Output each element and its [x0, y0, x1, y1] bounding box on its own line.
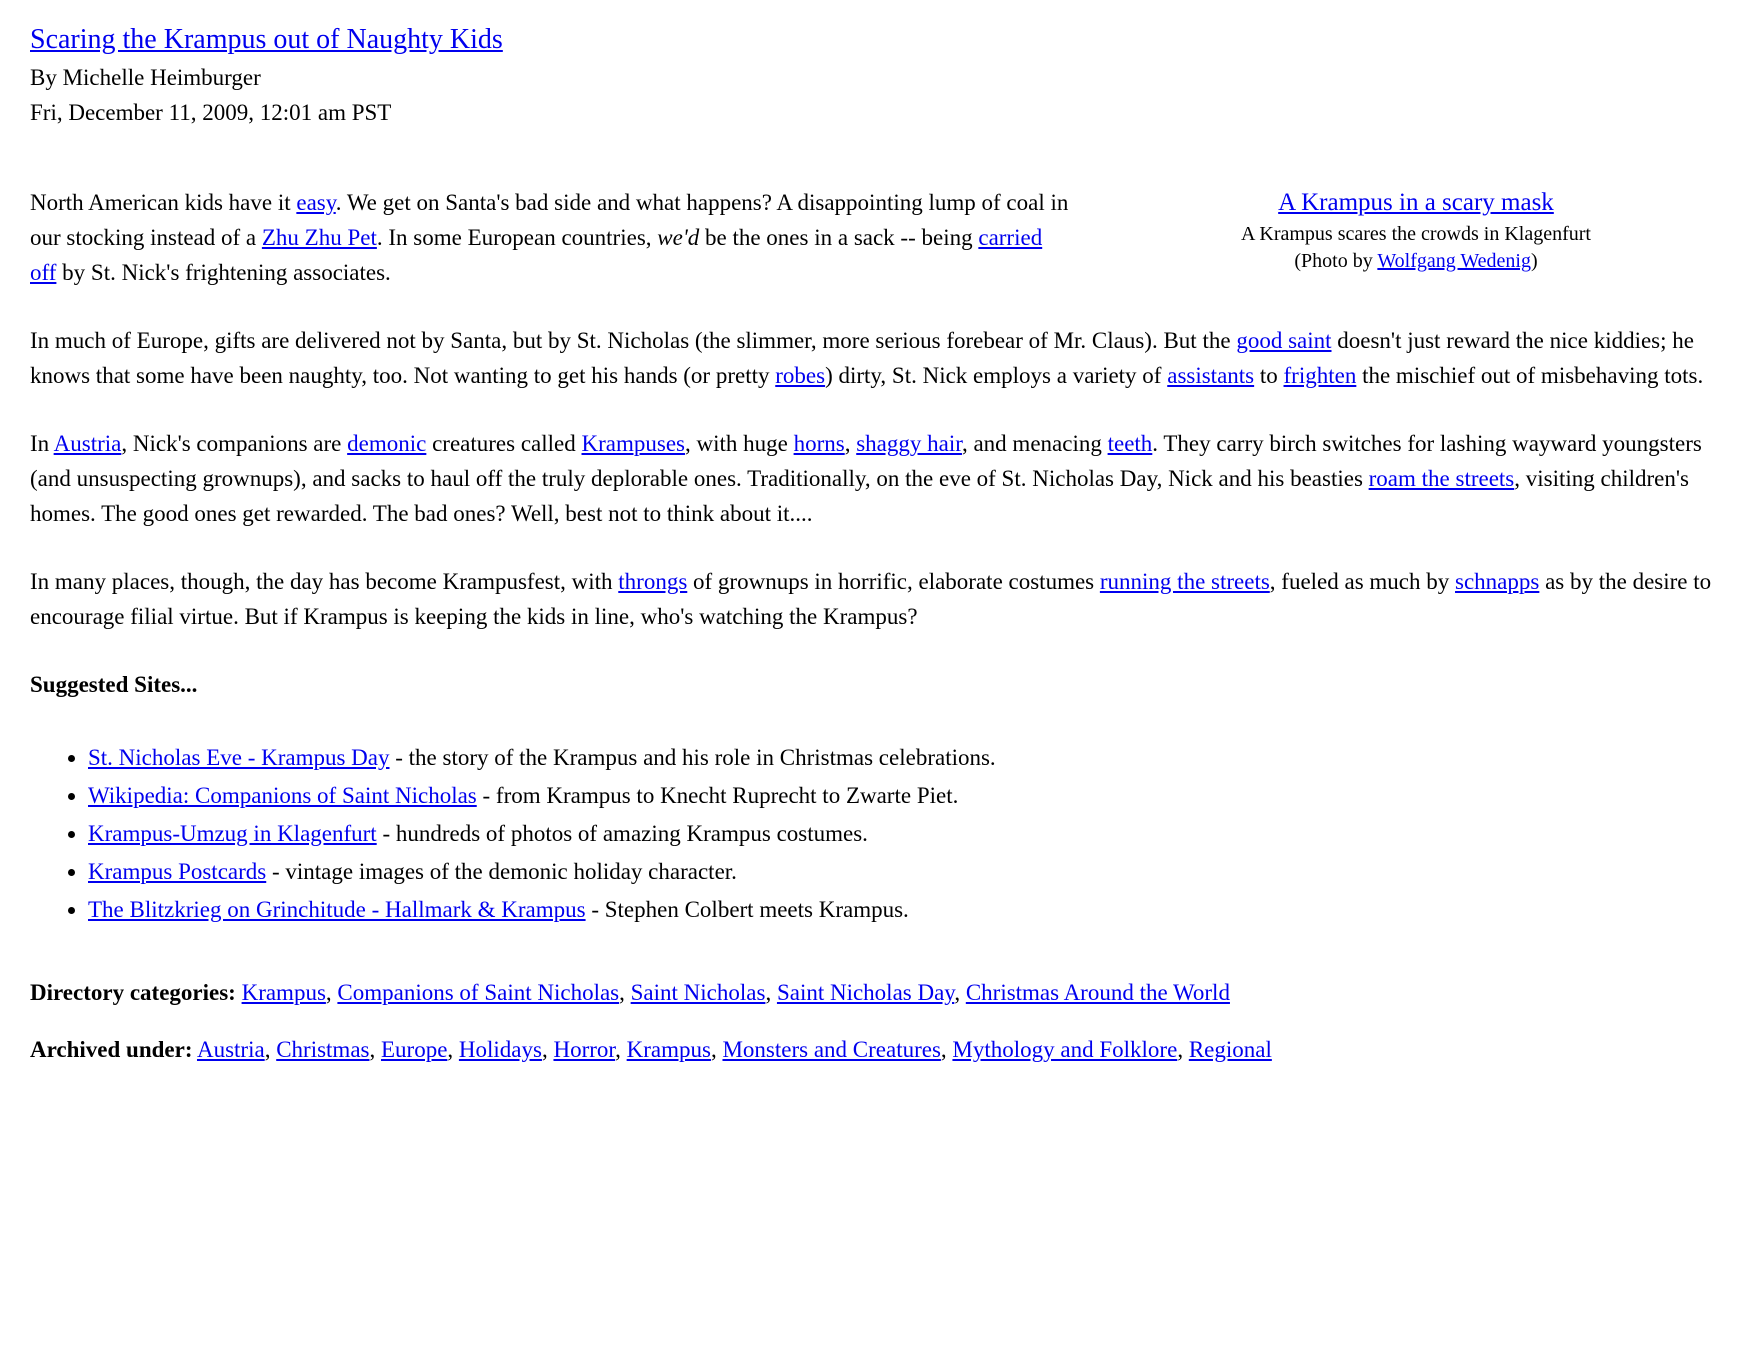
article-body [30, 185, 1716, 1067]
inline-link[interactable]: teeth [1107, 431, 1153, 456]
article-dateline: Fri, December 11, 2009, 12:01 am PST [30, 100, 392, 125]
article-page [30, 20, 1716, 1067]
text-run: the mischief out of misbehaving tots. [1356, 363, 1704, 388]
text-run: In [30, 431, 54, 456]
suggested-site-link[interactable]: St. Nicholas Eve - Krampus Day [88, 745, 390, 770]
category-link[interactable]: Regional [1188, 1037, 1272, 1062]
text-run: , Nick's companions are [121, 431, 348, 456]
separator: , [447, 1037, 459, 1062]
text-run: be the ones in a sack -- being [699, 225, 979, 250]
category-link[interactable]: Mythology and Folklore [952, 1037, 1178, 1062]
text-run: . In some European countries, [376, 225, 658, 250]
suggested-site-description: - hundreds of photos of amazing Krampus costumes. [376, 821, 868, 846]
paragraph-3 [30, 426, 1716, 531]
text-run: as by the desire to encourage filial virtue. But if Krampus is keeping the kids in line, who's watching the Krampus? [30, 569, 1712, 629]
inline-link[interactable]: demonic [347, 431, 427, 456]
photo-credit-suffix: ) [1530, 250, 1538, 272]
inline-link[interactable]: roam the streets [1368, 466, 1515, 491]
article-header [30, 20, 1716, 130]
separator: , [619, 980, 631, 1005]
inline-link[interactable]: Zhu Zhu Pet [261, 225, 377, 250]
photo-caption-box [1116, 185, 1716, 275]
paragraph-2 [30, 323, 1716, 393]
suggested-site-link[interactable]: Krampus Postcards [88, 859, 267, 884]
directory-categories-label: Directory categories: [30, 980, 236, 1005]
text-run: In much of Europe, gifts are delivered not by Santa, but by St. Nicholas (the slimmer, more serious forebear of Mr. Claus). But the [30, 328, 1237, 353]
text-run: . They carry birch switches for lashing wayward youngsters (and unsuspecting grownups), and sacks to haul off the truly deplorable ones. Traditionally, on the eve of St. Nicholas Day, Nick and his beasties [30, 431, 1702, 491]
suggested-site-item [88, 892, 1716, 927]
separator: , [954, 980, 966, 1005]
text-run: of grownups in horrific, elaborate costumes [687, 569, 1100, 594]
separator: , [615, 1037, 627, 1062]
category-link[interactable]: Companions of Saint Nicholas [337, 980, 620, 1005]
text-run: to [1254, 363, 1284, 388]
text-run: , and menacing [961, 431, 1108, 456]
separator: , [710, 1037, 723, 1062]
category-link[interactable]: Holidays [458, 1037, 542, 1062]
text-run: , [844, 431, 857, 456]
suggested-site-item [88, 854, 1716, 889]
suggested-site-description: - Stephen Colbert meets Krampus. [585, 897, 909, 922]
paragraph-4 [30, 564, 1716, 634]
archived-under-label: Archived under: [30, 1037, 193, 1062]
separator: , [940, 1037, 953, 1062]
inline-link[interactable]: carried off [30, 225, 1043, 285]
category-link[interactable]: Krampus [241, 980, 326, 1005]
text-run: creatures called [426, 431, 582, 456]
inline-link[interactable]: good saint [1236, 328, 1332, 353]
category-link[interactable]: Europe [380, 1037, 448, 1062]
suggested-site-description: - the story of the Krampus and his role in Christmas celebrations. [389, 745, 996, 770]
text-run: doesn't just reward the nice kiddies; he knows that some have been naughty, too. Not wanting to get his hands (or pretty [30, 328, 1694, 388]
photo-title-link[interactable]: A Krampus in a scary mask [1278, 189, 1554, 216]
inline-link[interactable]: easy [296, 190, 336, 215]
archived-under-line [30, 1032, 1716, 1067]
inline-link[interactable]: Krampuses [581, 431, 685, 456]
category-link[interactable]: Christmas Around the World [965, 980, 1230, 1005]
category-link[interactable]: Saint Nicholas [630, 980, 766, 1005]
category-link[interactable]: Saint Nicholas Day [776, 980, 955, 1005]
inline-link[interactable]: throngs [618, 569, 688, 594]
photo-caption-text: A Krampus scares the crowds in Klagenfurt [1241, 223, 1591, 245]
suggested-site-description: - vintage images of the demonic holiday character. [266, 859, 737, 884]
category-link[interactable]: Christmas [276, 1037, 370, 1062]
inline-link[interactable]: robes [775, 363, 826, 388]
suggested-site-item [88, 778, 1716, 813]
suggested-sites-heading: Suggested Sites... [30, 672, 198, 697]
inline-link[interactable]: schnapps [1455, 569, 1540, 594]
photo-credit [1116, 248, 1716, 275]
photo-credit-prefix: (Photo by [1294, 250, 1378, 272]
text-run: North American kids have it [30, 190, 297, 215]
inline-link[interactable]: shaggy hair [856, 431, 962, 456]
suggested-sites-list [30, 740, 1716, 927]
photo-credit-link[interactable]: Wolfgang Wedenig [1377, 250, 1531, 272]
directory-categories-line [30, 975, 1716, 1010]
separator: , [325, 980, 338, 1005]
text-run: , with huge [684, 431, 794, 456]
inline-link[interactable]: Austria [53, 431, 122, 456]
separator: , [765, 980, 777, 1005]
category-link[interactable]: Monsters and Creatures [722, 1037, 941, 1062]
text-run: , fueled as much by [1269, 569, 1456, 594]
article-title-link[interactable]: Scaring the Krampus out of Naughty Kids [30, 24, 503, 55]
suggested-site-item [88, 816, 1716, 851]
category-link[interactable]: Horror [553, 1037, 616, 1062]
suggested-site-description: - from Krampus to Knecht Ruprecht to Zwarte Piet. [476, 783, 959, 808]
inline-link[interactable]: assistants [1167, 363, 1255, 388]
inline-link[interactable]: frighten [1283, 363, 1357, 388]
text-run: In many places, though, the day has become Krampusfest, with [30, 569, 619, 594]
separator: , [1177, 1037, 1189, 1062]
separator: , [369, 1037, 381, 1062]
suggested-site-link[interactable]: The Blitzkrieg on Grinchitude - Hallmark & Krampus [88, 897, 586, 922]
suggested-site-item [88, 740, 1716, 775]
category-link[interactable]: Krampus [626, 1037, 711, 1062]
text-run: we'd [657, 225, 700, 250]
category-link[interactable]: Austria [196, 1037, 265, 1062]
separator: , [264, 1037, 277, 1062]
text-run: by St. Nick's frightening associates. [56, 260, 391, 285]
inline-link[interactable]: horns [793, 431, 845, 456]
separator: , [541, 1037, 554, 1062]
inline-link[interactable]: running the streets [1099, 569, 1270, 594]
text-run: . We get on Santa's bad side and what happens? A disappointing lump of coal in our stocking instead of a [30, 190, 1069, 250]
text-run: ) dirty, St. Nick employs a variety of [825, 363, 1168, 388]
suggested-site-link[interactable]: Krampus-Umzug in Klagenfurt [88, 821, 377, 846]
text-run: , visiting children's homes. The good ones get rewarded. The bad ones? Well, best not to think about it.... [30, 466, 1689, 526]
suggested-site-link[interactable]: Wikipedia: Companions of Saint Nicholas [88, 783, 477, 808]
article-byline: By Michelle Heimburger [30, 65, 261, 90]
